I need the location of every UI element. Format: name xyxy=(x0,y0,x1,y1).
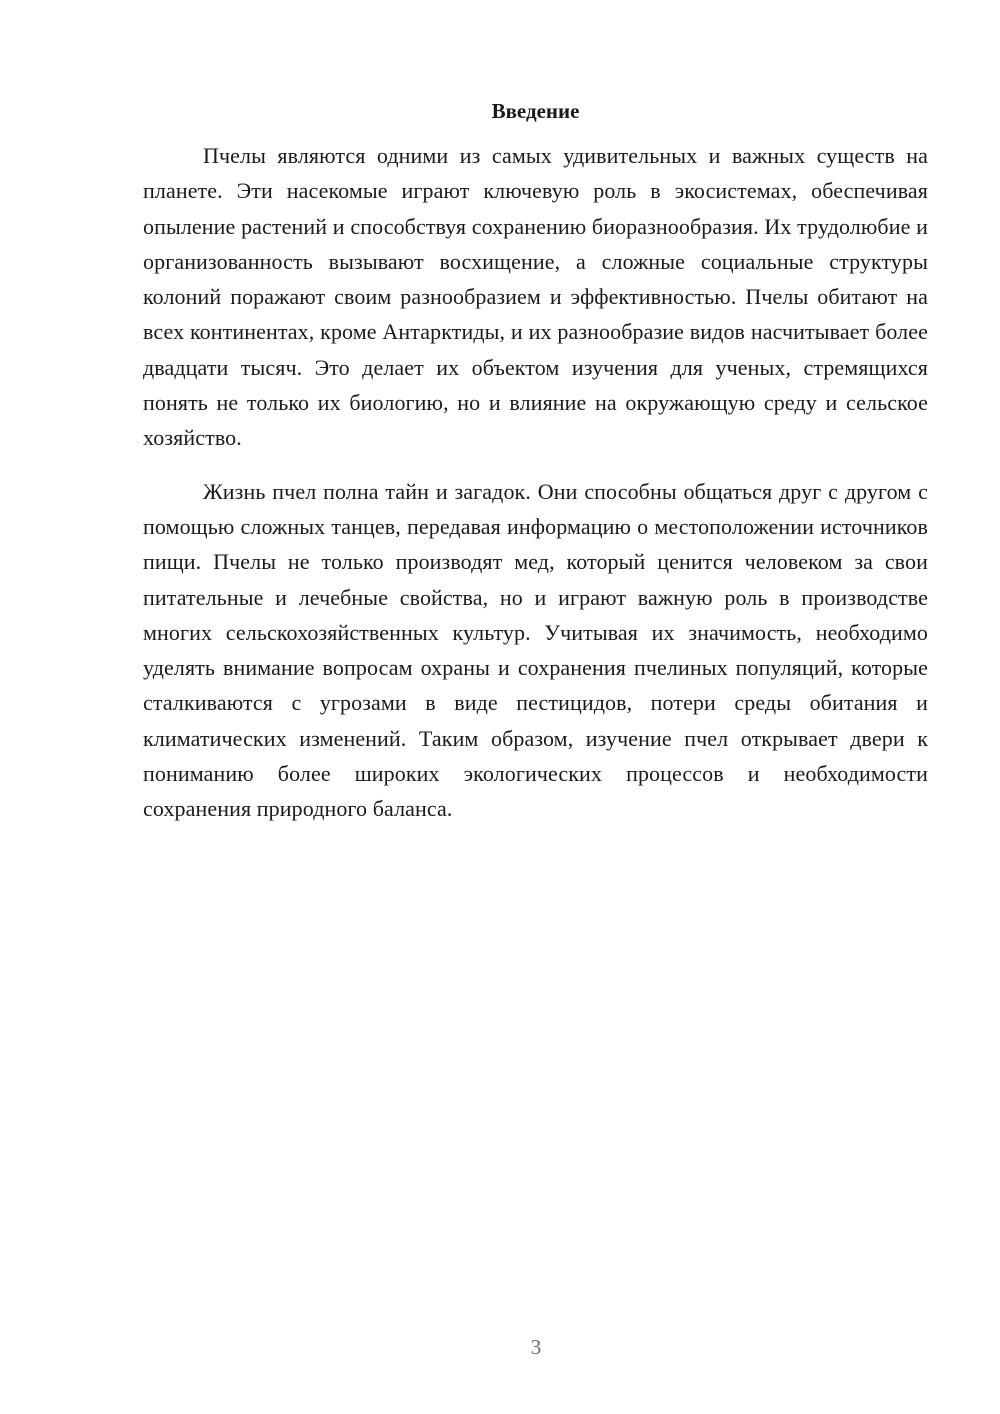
paragraph-1: Пчелы являются одними из самых удивительных и важных существ на планете. Эти насекомые играют ключевую роль в экосистемах, обеспечивая опыление растений и способствуя сохранению биоразнообразия. Их трудолюбие и организованность вызывают восхищение, а сложные социальные структуры колоний поражают своим разнообразием и эффективностью. Пчелы обитают на всех континентах, кроме Антарктиды, и их разнообразие видов насчитывает более двадцати тысяч. Это делает их объектом изучения для ученых, стремящихся понять не только их биологию, но и влияние на окружающую среду и сельское хозяйство. xyxy=(143,143,928,451)
section-heading: Введение xyxy=(491,99,580,123)
page-number: 3 xyxy=(530,1335,542,1359)
page-content xyxy=(143,96,928,827)
paragraph-2: Жизнь пчел полна тайн и загадок. Они способны общаться друг с другом с помощью сложных танцев, передавая информацию о местоположении источников пищи. Пчелы не только производят мед, который ценится человеком за свои питательные и лечебные свойства, но и играют важную роль в производстве многих сельскохозяйственных культур. Учитывая их значимость, необходимо уделять внимание вопросам охраны и сохранения пчелиных популяций, которые сталкиваются с угрозами в виде пестицидов, потери среды обитания и климатических изменений. Таким образом, изучение пчел открывает двери к пониманию более широких экологических процессов и необходимости сохранения природного баланса. xyxy=(143,478,928,822)
